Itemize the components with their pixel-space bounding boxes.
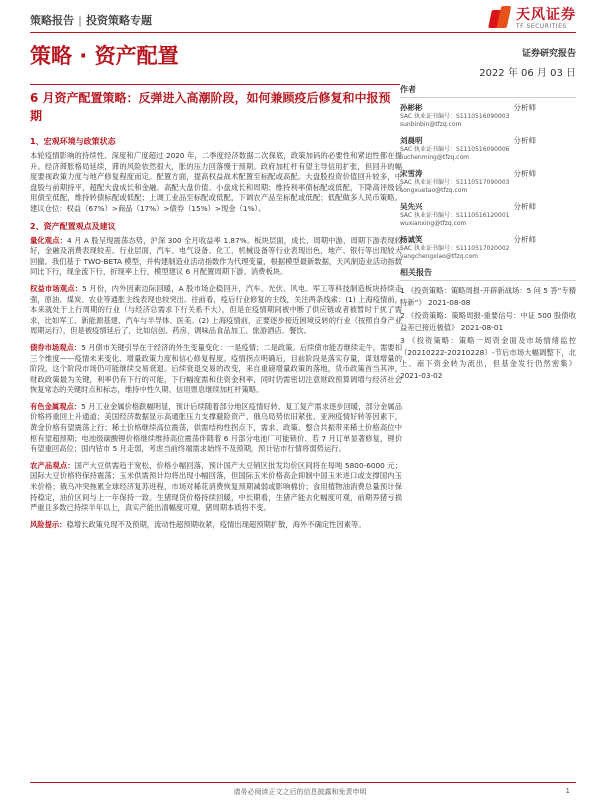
paragraph-lead: 权益市场观点： xyxy=(30,283,83,293)
section-heading: 1、宏观环境与政策状态 xyxy=(30,137,116,146)
report-category: 策略报告 xyxy=(30,14,74,27)
paragraph xyxy=(30,284,402,337)
header-divider xyxy=(30,32,576,33)
author-name: 吴先兴 xyxy=(400,202,423,211)
brand-logo xyxy=(490,6,576,32)
logo-english-name: TF SECURITIES xyxy=(516,23,567,30)
author-role: 分析师 xyxy=(513,202,536,211)
paragraph-text: 5 月债市关键引导在于经济的外生变量变化：一是疫情；二是政策。后续债市能否继续走牛，需要扣三个维度——疫情未来变化、增量政策力度和信心修复程度。疫情拐点明确后，目前阶段是落实存量，谋划增量的阶段，这个阶段市场仍可能继续交易衰退。后续衰退交易的改变，来自重磅增量政策的落地，货币政策首当其冲，财政政策最为关键，利率仍有下行的可能，下行幅度需和住资金利率，同时仍需密切注意财政预算调增与经济社会恢复常态的关键时点和标志，维持中性久期、信用票息继续加杠杆策略。 xyxy=(30,342,402,395)
author-cert: SAC 执业证书编号：S1110516090006 xyxy=(400,146,510,153)
paragraph-lead: 量化观点： xyxy=(30,235,67,245)
risk-paragraph xyxy=(30,520,402,531)
author-entry xyxy=(400,201,576,228)
report-subcategory: 投资策略专题 xyxy=(86,14,153,27)
author-email[interactable]: wuxianxing@tfzq.com xyxy=(400,220,467,227)
paragraph xyxy=(30,236,402,278)
paragraph xyxy=(30,343,402,396)
author-cert: SAC 执业证书编号：S1110516120001 xyxy=(400,212,510,219)
paragraph-text: 稳增长政策兑现不及预期，流动性超预期收紧，疫情出现超预期扩散，海外不确定性因素等。 xyxy=(66,519,366,529)
author-cert: SAC 执业证书编号：S1110517020002 xyxy=(400,245,510,252)
paragraph xyxy=(30,402,402,455)
author-role: 分析师 xyxy=(513,103,536,112)
paragraph-text: 5 月工业金属价格跌幅明显，预计后续随着部分地区疫情好转、复工复产需求逐步回暖，部分金属品价格将重回上升通道；美国经济数据显示高通胀压力支撑避险资产、俄乌局势依旧紧张、亚洲疫情好转等因素下，黄金价格有望震荡上行；稀土价格继续高位震荡，供需结构性拐点下，需求、政策、整合共振带来稀土价格高位中枢有望超预期；电池级碳酸锂价格继续维持高位震荡伴随着 6 月部分电池厂可能锁价、若 7 月订单显著修复，锂价有望重回高位；国内钴市 5 月走弱，考虑当前终端需求始终不及预期，预计钴市行情将弱势运行。 xyxy=(30,401,402,454)
logo-chinese-name: 天风证券 xyxy=(516,7,576,23)
author-name: 孙彬彬 xyxy=(400,103,423,112)
logo-icon xyxy=(490,6,512,32)
footer-disclaimer: 请务必阅读正文之后的信息披露和免责申明 xyxy=(233,788,367,796)
author-entry xyxy=(400,234,576,261)
paragraph-lead: 债券市场观点： xyxy=(30,342,82,352)
page-number: 1 xyxy=(565,787,570,795)
author-role: 分析师 xyxy=(513,235,536,244)
header-breadcrumb xyxy=(30,12,152,28)
author-cert: SAC 执业证书编号：S1110517090003 xyxy=(400,179,510,186)
paragraph-lead: 农产品观点： xyxy=(30,460,75,470)
author-role: 分析师 xyxy=(513,136,536,145)
author-name: 杨诚笑 xyxy=(400,235,423,244)
paragraph-text: 本轮疫情影响的持续性、深度和广度超过 2020 年，二季度经济数据二次探底，政策加码的必要性和紧迫性都在提升。经济滞胀格局延续，滞的风险依然很大，胀的压力回落慢于预期。政府加杠杆有望主导信用扩张，但回升的幅度要视政策力度与地产修复程度而定。配置方面，提高权益战术配置至标配或高配。大盘股投资价值回升较多，中盘股与前期持平，超配大盘成长和金融。高配大盘价值、小盘成长和周期；维持利率债标配或低配，下降高评级信用债至低配，维持转债标配或低配；上调工业品至标配或低配，下调农产品至标配或低配；低配做多人民币策略。建议仓位：权益（67%）>商品（17%）>债券（15%）>现金（1%）。 xyxy=(30,151,402,213)
report-date: 2022 年 06 月 03 日 xyxy=(479,68,576,79)
paragraph-lead: 有色金属观点： xyxy=(30,401,82,411)
paragraph-text: 4 月 A 股呈现震荡态势，沪深 300 全月收益率 1.87%。板块层面，成长、周期中游、周期下游表现较好，金融及消费表现较差。行业层面，汽车、电气设备、化工、机械设备等行业表现出色，地产、银行等出现较大回撤。我们基于 TWO-BETA 模型，并构建制造业活动指数作为代理变量，根据模型最新数据，天风制造业活动指数同比下行，现金流下行，折现率上行，模型建议 6 月配置周期下游、消费板块。 xyxy=(30,235,403,277)
author-name: 刘晨明 xyxy=(400,136,423,145)
related-report-link[interactable]: 1 《投资策略：策略周报-开辟新战场：5 问 5 答“专精特新”》 2021-08-08 xyxy=(400,286,576,307)
breadcrumb-separator: | xyxy=(78,14,83,27)
author-email[interactable]: liuchenming@tfzq.com xyxy=(400,154,469,161)
author-cert: SAC 执业证书编号：S1110516090003 xyxy=(400,113,510,120)
author-entry xyxy=(400,102,576,129)
related-reports-heading: 相关报告 xyxy=(400,267,576,281)
author-email[interactable]: sunbinbin@tfzq.com xyxy=(400,121,462,128)
paragraph xyxy=(30,461,402,514)
main-content xyxy=(30,130,402,536)
authors-heading: 作者 xyxy=(400,84,576,98)
report-title: 6 月资产配置策略：反弹进入高潮阶段，如何兼顾疫后修复和中报预期 xyxy=(30,91,391,123)
related-report-link[interactable]: 3 《投资策略：策略一周资金面及市场情绪监控（20210222-20210228）-节后市场大幅调整下，北上、南下资金转为流出，但基金发行仍然密集》 2021-03-02 xyxy=(400,336,576,380)
title-divider xyxy=(30,84,400,85)
paragraph-text: 国产大豆供需趋于宽松，价格小幅回落，预计国产大豆销区批发均价区间将在每吨 5800-6000 元；国际大豆价格将保持震荡；玉米供需预计均将出现小幅回落，但国际玉米价格高企抑制中国玉米进口或支撑国内玉米价格；俄乌冲突拖累全球经济复苏进程，市场对稀花消费恢复预期减弱或影响棉价；食用植物油消费总量预计保持稳定，油价区间与上一年保持一致。生猪现货价格持续回暖，中长期看，生猪产能去化幅度可观，前期养猪亏损严重且多数已持续半年以上，真实产能出清幅度可观，猪周期本质将不变。 xyxy=(30,460,402,513)
author-entry xyxy=(400,135,576,162)
paragraph-lead: 风险提示： xyxy=(30,519,67,529)
author-role: 分析师 xyxy=(513,169,536,178)
paragraph xyxy=(30,151,402,215)
author-name: 宋雪涛 xyxy=(400,169,423,178)
paragraph-text: 5 月份，内外因素边际回暖，A 股市场企稳回升，汽车、光伏、风电、军工等科技制造板块持续走强，原油、煤炭、农业等通胀主线表现也较突出。往前看，疫后行业修复的主线，关注两条线索：(1) 上海疫情前，本来就处于上行周期的行业（与经济总需求下行关系不大），但是在疫情期间被中断了供应链或者被暂时干扰了需求，比如军工、新能源基建、汽车与半导体、医美。(2) 上海疫情前，正要逐步接近困境反转的行业（按照自身产业周期运行），但是被疫情延后了，比如信创、药房、调味品食品加工、旅游酒店、餐饮。 xyxy=(30,283,402,336)
related-report-link[interactable]: 2 《投资策略：策略周报-重要信号：中证 500 股债收益差已接近极值》 2021-08-01 xyxy=(400,311,576,332)
sidebar xyxy=(400,80,576,383)
footer-divider xyxy=(30,782,576,783)
author-email[interactable]: yangchengxiao@tfzq.com xyxy=(400,253,478,260)
author-email[interactable]: songxuetao@tfzq.com xyxy=(400,187,468,194)
report-type-heading: 策略 · 资产配置 xyxy=(30,44,179,68)
section-heading: 2、资产配置观点及建议 xyxy=(30,221,116,231)
doc-type-label: 证券研究报告 xyxy=(521,49,576,59)
author-entry xyxy=(400,168,576,195)
